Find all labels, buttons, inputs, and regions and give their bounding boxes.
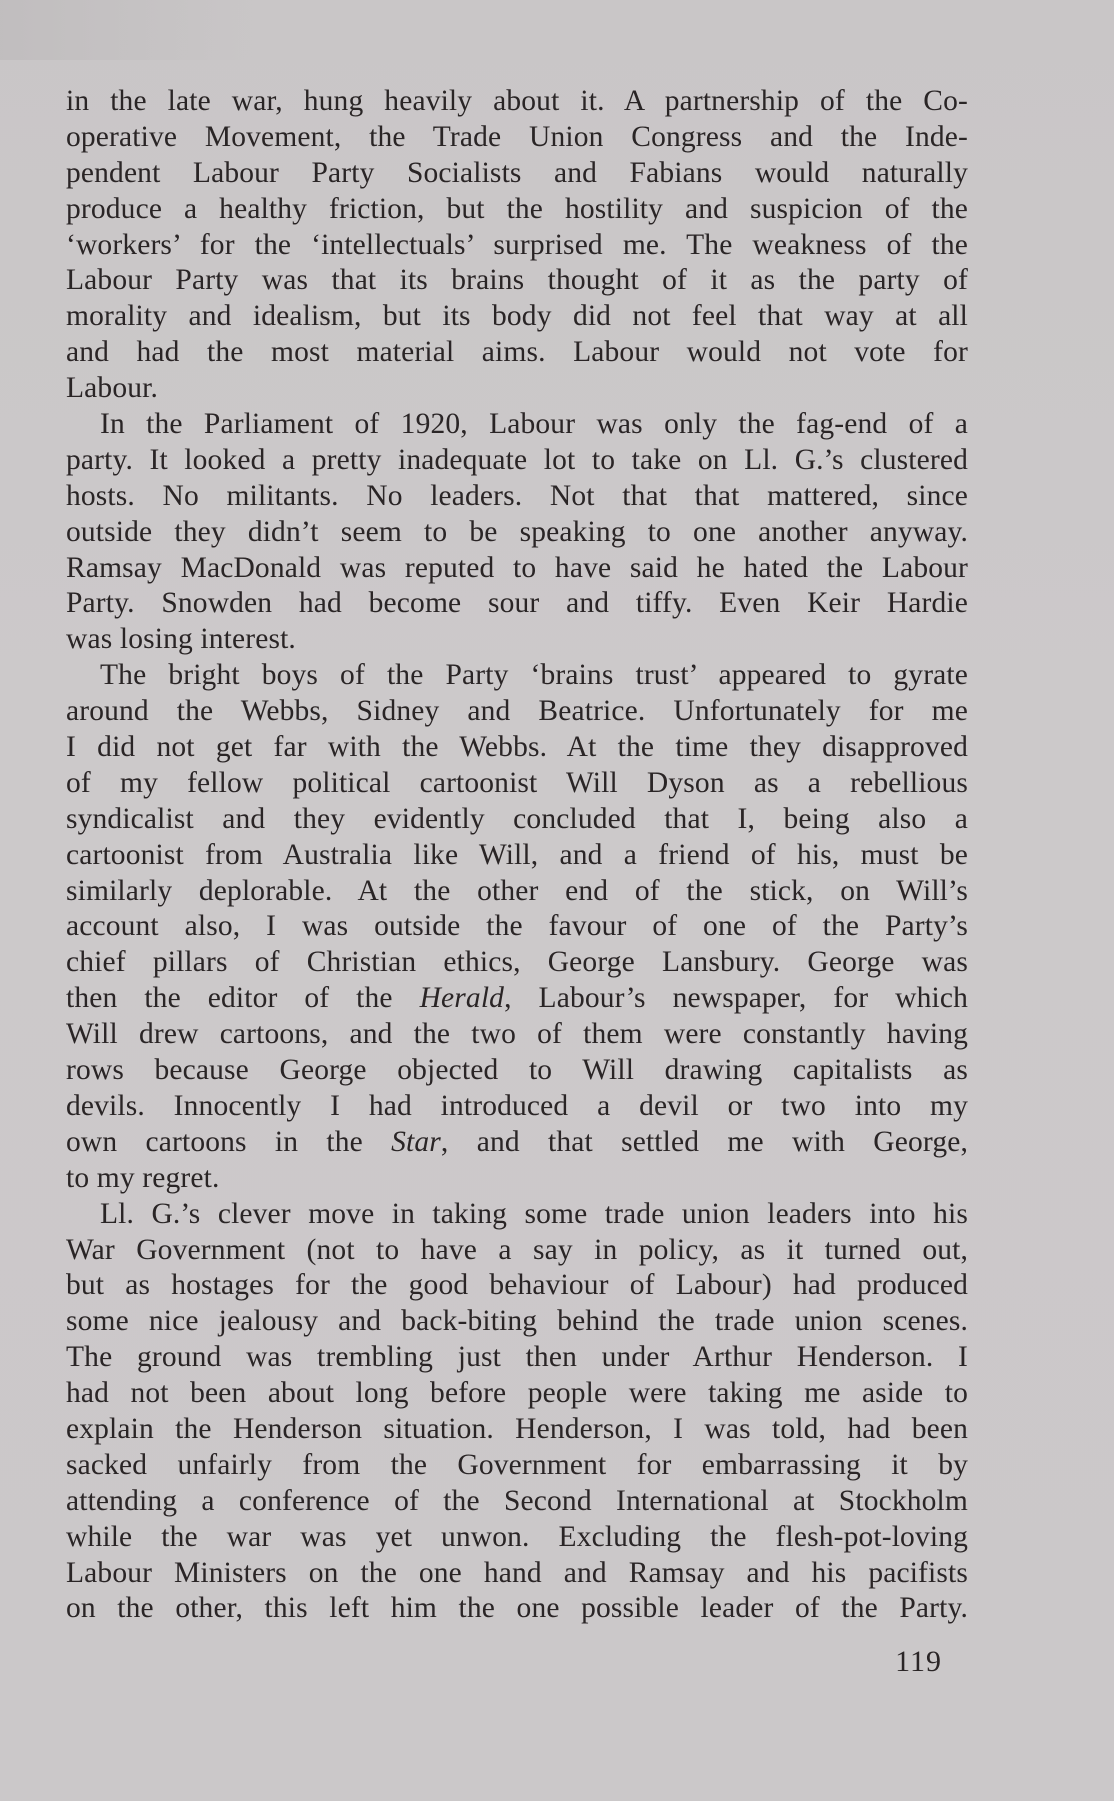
text-line: then the editor of the Herald, Labour’s newspaper, for which [66,982,968,1015]
text-line: War Government (not to have a say in policy, as it turned out, [66,1233,968,1266]
text-line: similarly deplorable. At the other end of the stick, on Will’s [66,874,968,907]
text-line: was losing interest. [66,623,296,656]
text-line: Labour. [66,372,158,405]
text-line: sacked unfairly from the Government for embarrassing it by [66,1448,968,1481]
text-line: account also, I was outside the favour of one of the Party’s [66,910,968,943]
text-line: syndicalist and they evidently concluded that I, being also a [66,802,968,835]
text-line: operative Movement, the Trade Union Congress and the Inde- [66,120,968,153]
text-line: and had the most material aims. Labour would not vote for [66,336,968,369]
text-line: In the Parliament of 1920, Labour was only the fag-end of a [100,408,968,441]
text-line: own cartoons in the Star, and that settled me with George, [66,1125,968,1158]
text-line: Party. Snowden had become sour and tiffy. Even Keir Hardie [66,587,968,620]
text-line: hosts. No militants. No leaders. Not that that mattered, since [66,479,968,512]
text-line: Labour Party was that its brains thought of it as the party of [66,264,968,297]
text-line: devils. Innocently I had introduced a devil or two into my [66,1089,968,1122]
text-line: while the war was yet unwon. Excluding the flesh-pot-loving [66,1520,968,1553]
text-line: cartoonist from Australia like Will, and a friend of his, must be [66,838,968,871]
text-line: explain the Henderson situation. Henderson, I was told, had been [66,1412,968,1445]
text-line: of my fellow political cartoonist Will Dyson as a rebellious [66,766,968,799]
text-line: on the other, this left him the one possible leader of the Party. [66,1592,968,1625]
text-line: produce a healthy friction, but the hostility and suspicion of the [66,192,968,225]
text-line: some nice jealousy and back-biting behind the trade union scenes. [66,1305,968,1338]
text-line: party. It looked a pretty inadequate lot to take on Ll. G.’s clustered [66,443,968,476]
text-line: but as hostages for the good behaviour of Labour) had produced [66,1269,968,1302]
text-line: attending a conference of the Second International at Stockholm [66,1484,968,1517]
text-line: pendent Labour Party Socialists and Fabians would naturally [66,156,968,189]
text-line: I did not get far with the Webbs. At the time they disapproved [66,731,968,764]
text-line: Labour Ministers on the one hand and Ramsay and his pacifists [66,1556,968,1589]
text-line: The ground was trembling just then under Arthur Henderson. I [66,1341,968,1374]
text-line: chief pillars of Christian ethics, George Lansbury. George was [66,946,968,979]
text-line: around the Webbs, Sidney and Beatrice. Unfortunately for me [66,695,968,728]
text-line: The bright boys of the Party ‘brains trust’ appeared to gyrate [100,659,968,692]
text-line: Ll. G.’s clever move in taking some trade union leaders into his [100,1197,968,1230]
text-line: had not been about long before people were taking me aside to [66,1377,968,1410]
text-line: morality and idealism, but its body did not feel that way at all [66,300,968,333]
text-line: outside they didn’t seem to be speaking to one another anyway. [66,515,968,548]
body-text [66,84,968,1627]
text-line: Will drew cartoons, and the two of them were constantly having [66,1018,968,1051]
text-line: to my regret. [66,1161,220,1194]
page-number: 119 [895,1645,942,1678]
text-line: Ramsay MacDonald was reputed to have said he hated the Labour [66,551,968,584]
text-line: ‘workers’ for the ‘intellectuals’ surprised me. The weakness of the [66,228,968,261]
text-line: in the late war, hung heavily about it. A partnership of the Co- [66,85,968,117]
text-line: rows because George objected to Will drawing capitalists as [66,1054,968,1087]
